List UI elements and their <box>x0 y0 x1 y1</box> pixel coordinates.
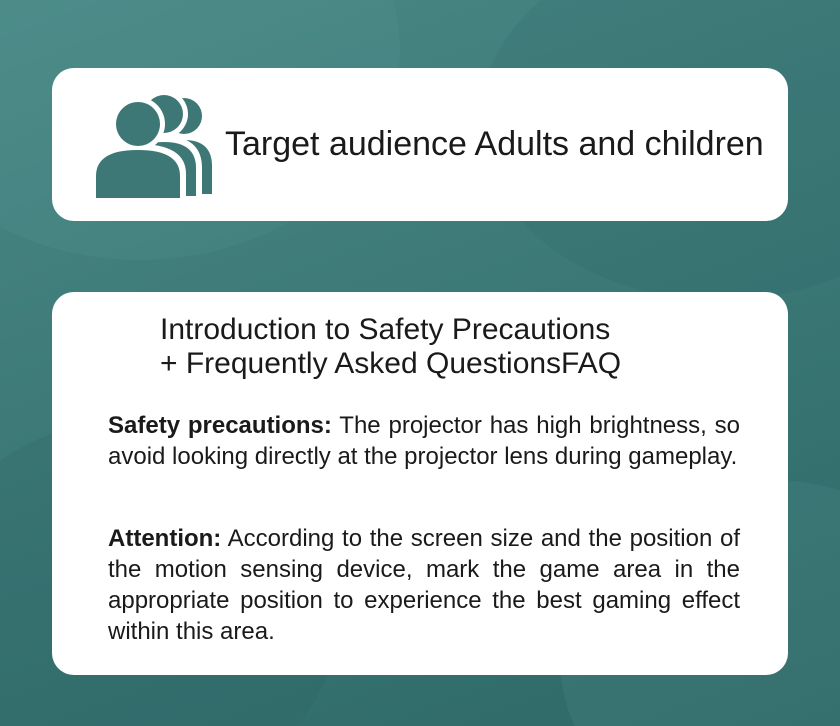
safety-title-line2: + Frequently Asked QuestionsFAQ <box>160 347 622 380</box>
attention-heading: Attention: <box>108 525 222 552</box>
precautions-heading: Safety precautions: <box>108 412 332 439</box>
audience-text <box>225 124 764 164</box>
people-group-icon <box>88 86 218 200</box>
attention-text: According to the screen size and the position of the motion sensing device, mark the game area in the appropriate position to experience the best gaming effect within this area. <box>108 525 741 645</box>
attention-paragraph <box>108 523 740 647</box>
audience-value: Adults and children <box>474 125 764 163</box>
audience-label: Target audience <box>225 125 467 163</box>
safety-title <box>160 313 621 381</box>
precautions-text: The projector has high brightness, so avoid looking directly at the projector lens during gameplay. <box>108 412 740 470</box>
safety-title-line1: Introduction to Safety Precautions <box>160 313 611 346</box>
precautions-paragraph <box>108 410 740 472</box>
